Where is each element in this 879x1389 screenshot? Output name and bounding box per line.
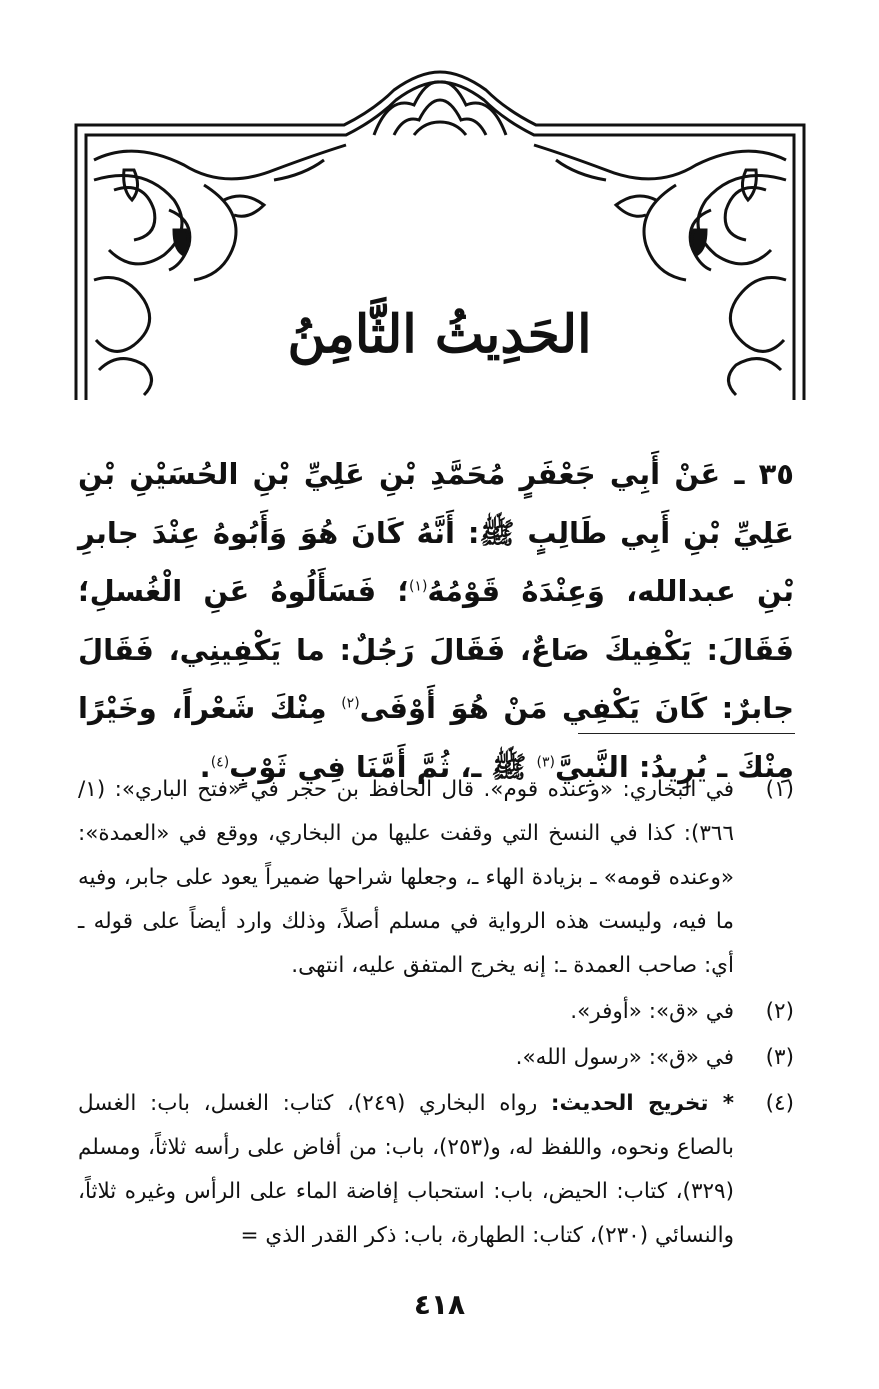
page-number: ٤١٨ (413, 1288, 466, 1321)
chapter-heading: الحَدِيثُ الثَّامِنُ (287, 304, 592, 365)
footnote-4 (78, 1082, 794, 1258)
footnote-number: (٢) (765, 999, 794, 1024)
footnote-text (78, 1082, 734, 1258)
footnote-divider (578, 733, 795, 734)
hadith-text-part-5: . (199, 749, 211, 784)
footnote-body: رواه البخاري (٢٤٩)، كتاب: الغسل، باب: الغسل بالصاع ونحوه، واللفظ له، و(٢٥٣)، باب: من أفاض على رأسه ثلاثاً، ومسلم (٣٢٩)، كتاب: الحيض، باب: استحباب إفاضة الماء على الرأس وغيره ثلاثاً، والنسائي (٢٣٠)، كتاب: الطهارة، باب: ذكر القدر الذي = (78, 1091, 734, 1248)
hadith-text-part-4: ﷺ ـ، ثُمَّ أَمَّنَا فِي ثَوْبٍ (229, 749, 537, 784)
footnote-number: (٣) (765, 1045, 794, 1070)
footnote-ref-1[interactable]: (١) (408, 578, 428, 595)
footnote-number: (١) (765, 777, 794, 802)
footnote-2 (78, 990, 794, 1034)
hadith-text-part-1: ٣٥ ـ عَنْ أَبِي جَعْفَرٍ مُحَمَّدِ بْنِ عَلِيِّ بْنِ الحُسَيْنِ بْنِ عَلِيِّ بْنِ أَبِي طَالِبٍ ﷺ: أَنَّهُ كَانَ هُوَ وَأَبُوهُ عِنْدَ جابرِ بْنِ عبدالله، وَعِنْدَهُ قَوْمُهُ (78, 457, 795, 608)
footnote-1 (78, 768, 794, 988)
footnote-ref-2[interactable]: (٢) (341, 695, 360, 712)
footnote-text: في «ق»: «رسول الله». (515, 1045, 734, 1070)
footnote-text: في «ق»: «أوفر». (570, 999, 734, 1024)
footnote-ref-4[interactable]: (٤) (210, 753, 230, 770)
footnote-3 (78, 1036, 794, 1080)
footnotes (78, 768, 794, 1260)
footnote-lead: * تخريج الحديث: (550, 1091, 734, 1116)
hadith-text (78, 445, 794, 796)
hadith-text-part-2: ؛ فَسَأَلُوهُ عَنِ الْغُسلِ؛ فَقَالَ: يَكْفِيكَ صَاعٌ، فَقَالَ رَجُلٌ: ما يَكْفِينِي، فَقَالَ جابرٌ: كَانَ يَكْفِي مَنْ هُوَ أَوْفَى (78, 574, 795, 725)
hadith-text-part-3: مِنْكَ شَعْراً، وخَيْرًا مِنْكَ ـ يُرِيدُ: النَّبِيَّ (78, 691, 794, 784)
footnote-text: في البخاري: «وعنده قوم». قال الحافظ بن حجر في «فتح الباري»: (١/ ٣٦٦): كذا في النسخ التي وقفت عليها من البخاري، ووقع في «العمدة»: «وعنده قومه» ـ بزيادة الهاء ـ، وجعلها شراحها ضميراً يعود على جابر، وفيه ما فيه، وليست هذه الرواية في مسلم أصلاً، وذلك وارد أيضاً على قوله ـ أي: صاحب العمدة ـ: إنه يخرج المتفق عليه، انتهى. (78, 777, 734, 978)
footnote-ref-3[interactable]: (٣) (536, 753, 555, 770)
footnote-number: (٤) (765, 1091, 794, 1116)
